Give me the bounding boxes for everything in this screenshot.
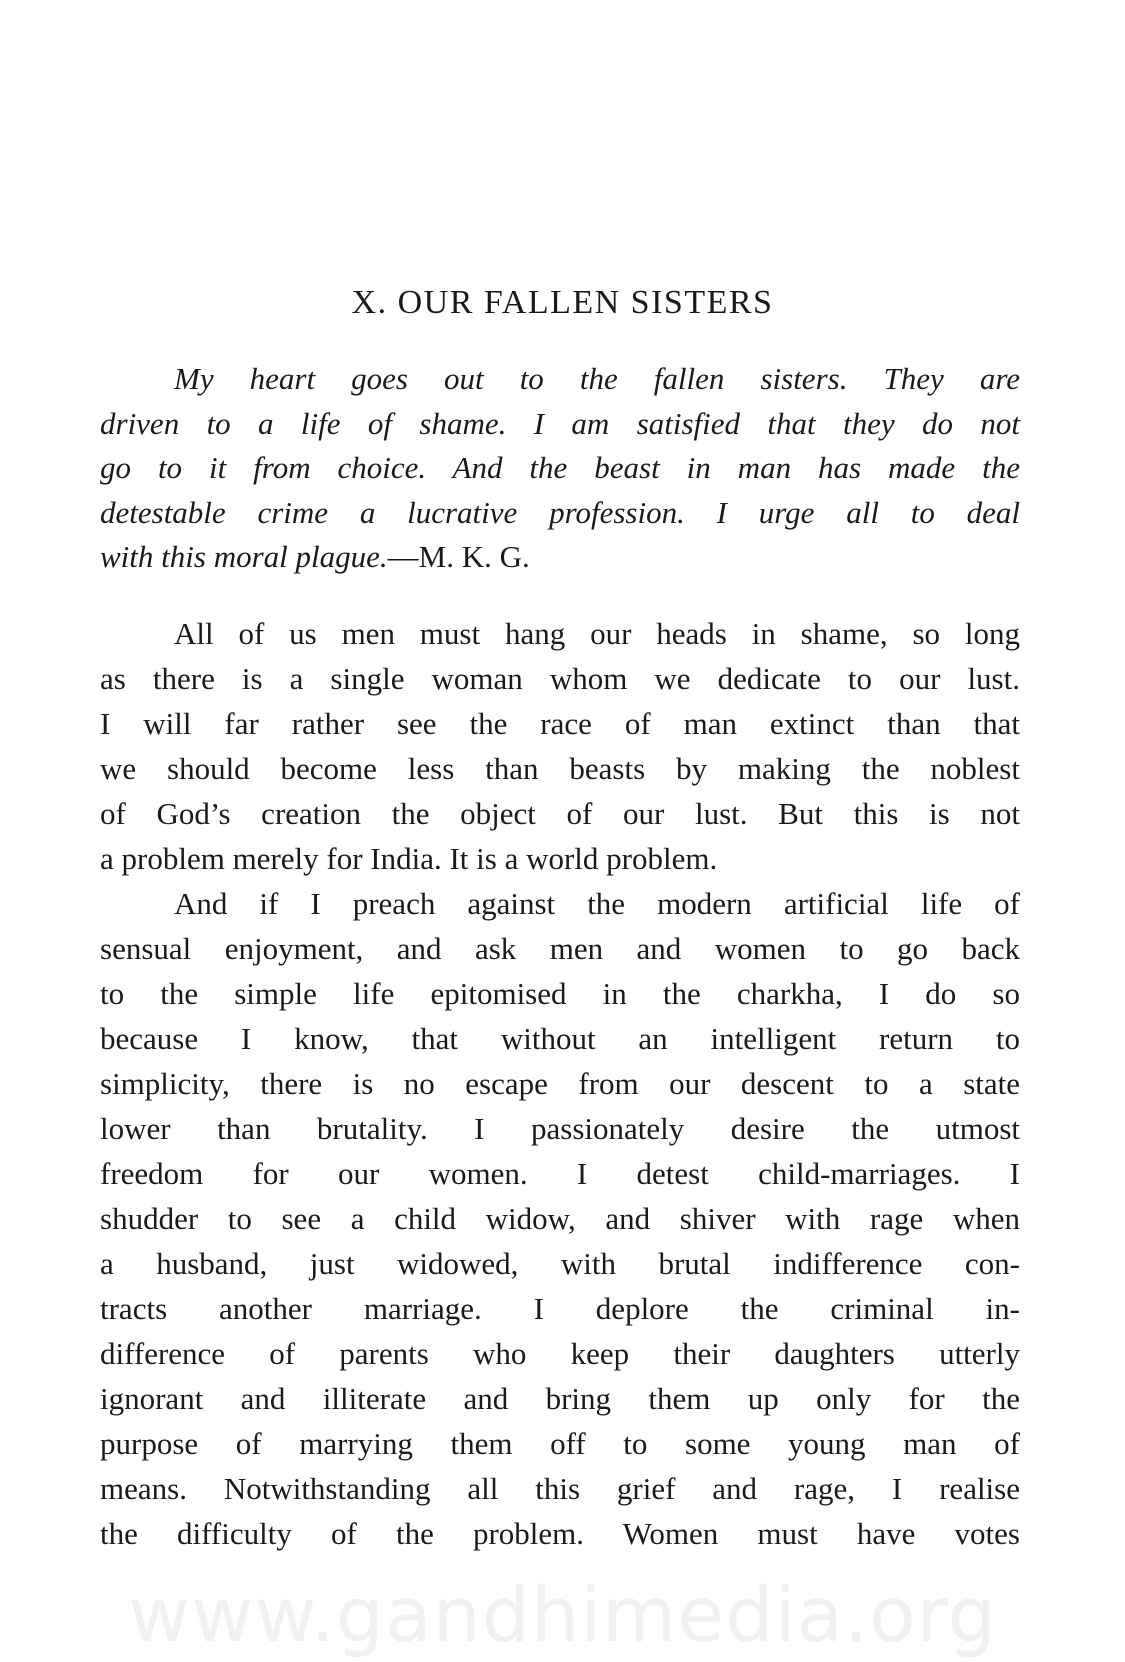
body-line: as there is a single woman whom we dedicate to our lust. <box>100 661 1020 696</box>
watermark: www.gandhimedia.org <box>128 1570 997 1659</box>
body-line: purpose of marrying them off to some young man of <box>100 1426 1020 1461</box>
body-line: ignorant and illiterate and bring them up only for the <box>100 1381 1020 1416</box>
body-line: All of us men must hang our heads in shame, so long <box>174 616 1020 651</box>
body-line: freedom for our women. I detest child-marriages. I <box>100 1156 1020 1191</box>
body-line: difference of parents who keep their daughters utterly <box>100 1336 1020 1371</box>
epigraph-text: with this moral plague. <box>100 539 388 575</box>
epigraph-line: detestable crime a lucrative profession. I urge all to deal <box>100 494 1020 530</box>
epigraph-line: go to it from choice. And the beast in man has made the <box>100 450 1020 486</box>
epigraph <box>100 357 1020 580</box>
epigraph-line: My heart goes out to the fallen sisters. They are <box>174 361 1020 396</box>
body-line: to the simple life epitomised in the charkha, I do so <box>100 976 1020 1011</box>
body-line: means. Notwithstanding all this grief and rage, I realise <box>100 1471 1020 1506</box>
body-line: I will far rather see the race of man extinct than that <box>100 706 1020 741</box>
body-line: we should become less than beasts by making the noblest <box>100 751 1020 786</box>
body-line: lower than brutality. I passionately desire the utmost <box>100 1111 1020 1146</box>
body-line: the difficulty of the problem. Women must have votes <box>100 1516 1020 1551</box>
chapter-title: X. OUR FALLEN SISTERS <box>351 284 774 321</box>
body-line: of God’s creation the object of our lust. But this is not <box>100 796 1020 831</box>
body-line: sensual enjoyment, and ask men and women to go back <box>100 931 1020 966</box>
body-line: And if I preach against the modern artificial life of <box>174 886 1020 921</box>
body-line: tracts another marriage. I deplore the criminal in- <box>100 1291 1020 1326</box>
epigraph-line: driven to a life of shame. I am satisfied that they do not <box>100 405 1020 441</box>
body-line: because I know, that without an intelligent return to <box>100 1021 1020 1056</box>
body-line: a husband, just widowed, with brutal indifference con- <box>100 1246 1020 1281</box>
body-line: simplicity, there is no escape from our descent to a state <box>100 1066 1020 1101</box>
body-text <box>100 611 1020 1556</box>
epigraph-signature: —M. K. G. <box>387 539 530 575</box>
body-line: shudder to see a child widow, and shiver with rage when <box>100 1201 1020 1236</box>
body-line: a problem merely for India. It is a world problem. <box>100 841 718 876</box>
epigraph-last-line <box>100 535 1020 580</box>
